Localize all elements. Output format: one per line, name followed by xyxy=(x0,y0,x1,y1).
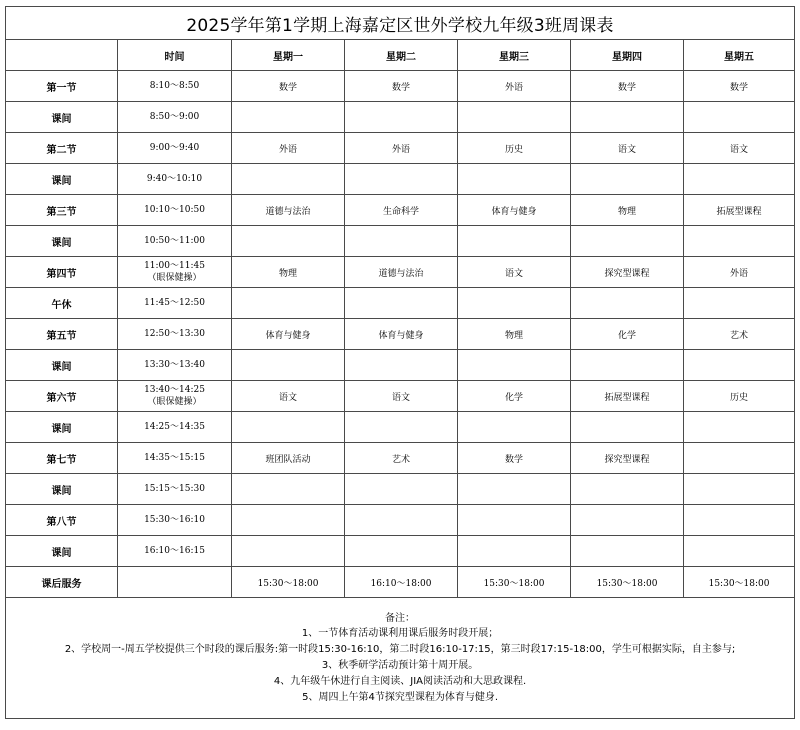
subject-cell-thursday xyxy=(571,474,684,505)
subject-cell-wednesday: 外语 xyxy=(458,71,571,102)
subject-cell-monday xyxy=(232,350,345,381)
subject-cell-thursday xyxy=(571,350,684,381)
period-time xyxy=(118,319,232,350)
period-label: 课间 xyxy=(6,164,118,195)
subject-cell-tuesday: 语文 xyxy=(345,381,458,412)
period-time-note: （眼保健操） xyxy=(147,397,202,407)
subject-cell-monday xyxy=(232,226,345,257)
subject-cell-thursday: 探究型课程 xyxy=(571,443,684,474)
period-time-note: （眼保健操） xyxy=(147,273,202,283)
subject-cell-wednesday: 体育与健身 xyxy=(458,195,571,226)
period-time-range: 9:40～10:10 xyxy=(146,174,203,184)
subject-cell-tuesday: 生命科学 xyxy=(345,195,458,226)
period-label: 课间 xyxy=(6,102,118,133)
period-label: 第二节 xyxy=(6,133,118,164)
period-label: 第四节 xyxy=(6,257,118,288)
header-cell-monday: 星期一 xyxy=(232,40,345,71)
subject-cell-wednesday: 数学 xyxy=(458,443,571,474)
subject-cell-friday xyxy=(684,536,795,567)
period-time-range: 14:25～14:35 xyxy=(144,422,205,432)
subject-cell-monday xyxy=(232,102,345,133)
note-item: 3、秋季研学活动预计第十周开展。 xyxy=(321,660,479,671)
period-time xyxy=(118,443,232,474)
schedule-sheet xyxy=(5,6,794,719)
subject-cell-wednesday: 物理 xyxy=(458,319,571,350)
subject-cell-monday xyxy=(232,505,345,536)
period-time-range: 12:50～13:30 xyxy=(144,329,205,339)
period-time-range: 9:00～9:40 xyxy=(149,143,200,153)
after-school-label: 课后服务 xyxy=(6,567,118,598)
header-cell-time: 时间 xyxy=(118,40,232,71)
subject-cell-thursday: 语文 xyxy=(571,133,684,164)
period-label: 课间 xyxy=(6,226,118,257)
period-time-range: 14:35～15:15 xyxy=(144,453,205,463)
subject-cell-friday xyxy=(684,350,795,381)
period-time-range: 8:10～8:50 xyxy=(149,81,200,91)
table-row xyxy=(6,381,795,412)
table-row xyxy=(6,319,795,350)
subject-cell-friday: 数学 xyxy=(684,71,795,102)
subject-cell-thursday xyxy=(571,288,684,319)
period-time xyxy=(118,536,232,567)
period-label: 课间 xyxy=(6,474,118,505)
header-cell-friday: 星期五 xyxy=(684,40,795,71)
header-row xyxy=(6,40,795,71)
subject-cell-tuesday xyxy=(345,474,458,505)
subject-cell-tuesday: 体育与健身 xyxy=(345,319,458,350)
subject-cell-tuesday: 艺术 xyxy=(345,443,458,474)
subject-cell-monday xyxy=(232,536,345,567)
subject-cell-tuesday xyxy=(345,505,458,536)
period-time-range: 13:30～13:40 xyxy=(144,360,205,370)
subject-cell-tuesday xyxy=(345,412,458,443)
subject-cell-thursday xyxy=(571,102,684,133)
notes-cell xyxy=(6,598,795,719)
subject-cell-wednesday xyxy=(458,474,571,505)
period-label: 午休 xyxy=(6,288,118,319)
period-label: 第一节 xyxy=(6,71,118,102)
table-row xyxy=(6,288,795,319)
subject-cell-friday xyxy=(684,412,795,443)
subject-cell-friday xyxy=(684,505,795,536)
notes-row xyxy=(6,598,795,719)
period-time xyxy=(118,505,232,536)
period-label: 第三节 xyxy=(6,195,118,226)
subject-cell-thursday: 探究型课程 xyxy=(571,257,684,288)
after-school-tuesday: 16:10～18:00 xyxy=(345,567,458,598)
subject-cell-thursday: 拓展型课程 xyxy=(571,381,684,412)
subject-cell-tuesday: 数学 xyxy=(345,71,458,102)
notes-heading: 备注： xyxy=(385,612,416,624)
table-row xyxy=(6,195,795,226)
subject-cell-tuesday xyxy=(345,226,458,257)
table-row xyxy=(6,350,795,381)
subject-cell-wednesday xyxy=(458,412,571,443)
subject-cell-monday: 物理 xyxy=(232,257,345,288)
table-row xyxy=(6,226,795,257)
subject-cell-monday: 语文 xyxy=(232,381,345,412)
subject-cell-tuesday: 外语 xyxy=(345,133,458,164)
subject-cell-friday xyxy=(684,226,795,257)
period-time xyxy=(118,71,232,102)
subject-cell-monday xyxy=(232,474,345,505)
subject-cell-friday: 拓展型课程 xyxy=(684,195,795,226)
header-cell-tuesday: 星期二 xyxy=(345,40,458,71)
subject-cell-tuesday xyxy=(345,102,458,133)
subject-cell-tuesday xyxy=(345,164,458,195)
table-row xyxy=(6,505,795,536)
period-time xyxy=(118,226,232,257)
subject-cell-friday xyxy=(684,474,795,505)
subject-cell-monday: 体育与健身 xyxy=(232,319,345,350)
period-label: 第六节 xyxy=(6,381,118,412)
table-row xyxy=(6,536,795,567)
subject-cell-monday xyxy=(232,164,345,195)
period-label: 课间 xyxy=(6,536,118,567)
subject-cell-monday: 数学 xyxy=(232,71,345,102)
subject-cell-friday: 艺术 xyxy=(684,319,795,350)
period-time-range: 11:45～12:50 xyxy=(144,298,205,308)
header-cell-thursday: 星期四 xyxy=(571,40,684,71)
after-school-row xyxy=(6,567,795,598)
subject-cell-thursday xyxy=(571,226,684,257)
note-item: 2、学校周一-周五学校提供三个时段的课后服务:第一时段15:30-16:10，第二时段16:10-17:15，第三时段17:15-18:00，学生可根据实际，自主参与; xyxy=(64,644,736,656)
period-time xyxy=(118,133,232,164)
period-time xyxy=(118,102,232,133)
subject-cell-wednesday xyxy=(458,350,571,381)
period-time-range: 15:30～16:10 xyxy=(144,515,205,525)
table-row xyxy=(6,164,795,195)
after-school-thursday: 15:30～18:00 xyxy=(571,567,684,598)
subject-cell-wednesday: 化学 xyxy=(458,381,571,412)
period-label: 课间 xyxy=(6,412,118,443)
subject-cell-thursday xyxy=(571,536,684,567)
table-row xyxy=(6,474,795,505)
subject-cell-wednesday xyxy=(458,102,571,133)
period-time xyxy=(118,350,232,381)
subject-cell-thursday xyxy=(571,412,684,443)
subject-cell-tuesday: 道德与法治 xyxy=(345,257,458,288)
after-school-time xyxy=(118,567,232,598)
subject-cell-wednesday xyxy=(458,288,571,319)
period-time xyxy=(118,257,232,288)
period-time xyxy=(118,164,232,195)
page-title: 2025学年第1学期上海嘉定区世外学校九年级3班周课表 xyxy=(6,7,795,40)
period-time-range: 10:10～10:50 xyxy=(144,205,205,215)
after-school-wednesday: 15:30～18:00 xyxy=(458,567,571,598)
subject-cell-thursday: 物理 xyxy=(571,195,684,226)
table-row xyxy=(6,133,795,164)
period-time xyxy=(118,381,232,412)
period-time xyxy=(118,195,232,226)
subject-cell-thursday xyxy=(571,164,684,195)
subject-cell-monday xyxy=(232,288,345,319)
subject-cell-tuesday xyxy=(345,350,458,381)
subject-cell-friday: 语文 xyxy=(684,133,795,164)
note-item: 5、周四上午第4节探究型课程为体育与健身. xyxy=(302,691,498,703)
table-row xyxy=(6,257,795,288)
subject-cell-wednesday xyxy=(458,226,571,257)
subject-cell-friday: 外语 xyxy=(684,257,795,288)
subject-cell-wednesday: 历史 xyxy=(458,133,571,164)
period-time xyxy=(118,474,232,505)
subject-cell-friday xyxy=(684,164,795,195)
table-row xyxy=(6,412,795,443)
subject-cell-wednesday: 语文 xyxy=(458,257,571,288)
subject-cell-wednesday xyxy=(458,164,571,195)
subject-cell-friday: 历史 xyxy=(684,381,795,412)
period-label: 第五节 xyxy=(6,319,118,350)
subject-cell-wednesday xyxy=(458,505,571,536)
period-label: 第八节 xyxy=(6,505,118,536)
timetable xyxy=(5,6,795,719)
period-label: 第七节 xyxy=(6,443,118,474)
subject-cell-tuesday xyxy=(345,536,458,567)
period-time-range: 10:50～11:00 xyxy=(144,236,205,246)
table-row xyxy=(6,71,795,102)
note-item: 4、九年级午休进行自主阅读、JIA阅读活动和大思政课程. xyxy=(273,675,527,687)
subject-cell-wednesday xyxy=(458,536,571,567)
subject-cell-friday xyxy=(684,288,795,319)
subject-cell-friday xyxy=(684,443,795,474)
table-row xyxy=(6,102,795,133)
header-cell-corner xyxy=(6,40,118,71)
subject-cell-tuesday xyxy=(345,288,458,319)
header-cell-wednesday: 星期三 xyxy=(458,40,571,71)
period-time-range: 11:00～11:45 xyxy=(144,261,205,271)
subject-cell-thursday xyxy=(571,505,684,536)
subject-cell-thursday: 化学 xyxy=(571,319,684,350)
subject-cell-thursday: 数学 xyxy=(571,71,684,102)
subject-cell-monday xyxy=(232,412,345,443)
after-school-friday: 15:30～18:00 xyxy=(684,567,795,598)
subject-cell-monday: 道德与法治 xyxy=(232,195,345,226)
period-time-range: 8:50～9:00 xyxy=(149,112,200,122)
subject-cell-monday: 外语 xyxy=(232,133,345,164)
table-row xyxy=(6,443,795,474)
period-time-range: 13:40～14:25 xyxy=(144,385,205,395)
period-time xyxy=(118,412,232,443)
period-time-range: 15:15～15:30 xyxy=(144,484,205,494)
note-item: 1、一节体育活动课利用课后服务时段开展； xyxy=(301,628,499,640)
after-school-monday: 15:30～18:00 xyxy=(232,567,345,598)
subject-cell-friday xyxy=(684,102,795,133)
period-label: 课间 xyxy=(6,350,118,381)
period-time-range: 16:10～16:15 xyxy=(144,546,205,556)
subject-cell-monday: 班团队活动 xyxy=(232,443,345,474)
period-time xyxy=(118,288,232,319)
